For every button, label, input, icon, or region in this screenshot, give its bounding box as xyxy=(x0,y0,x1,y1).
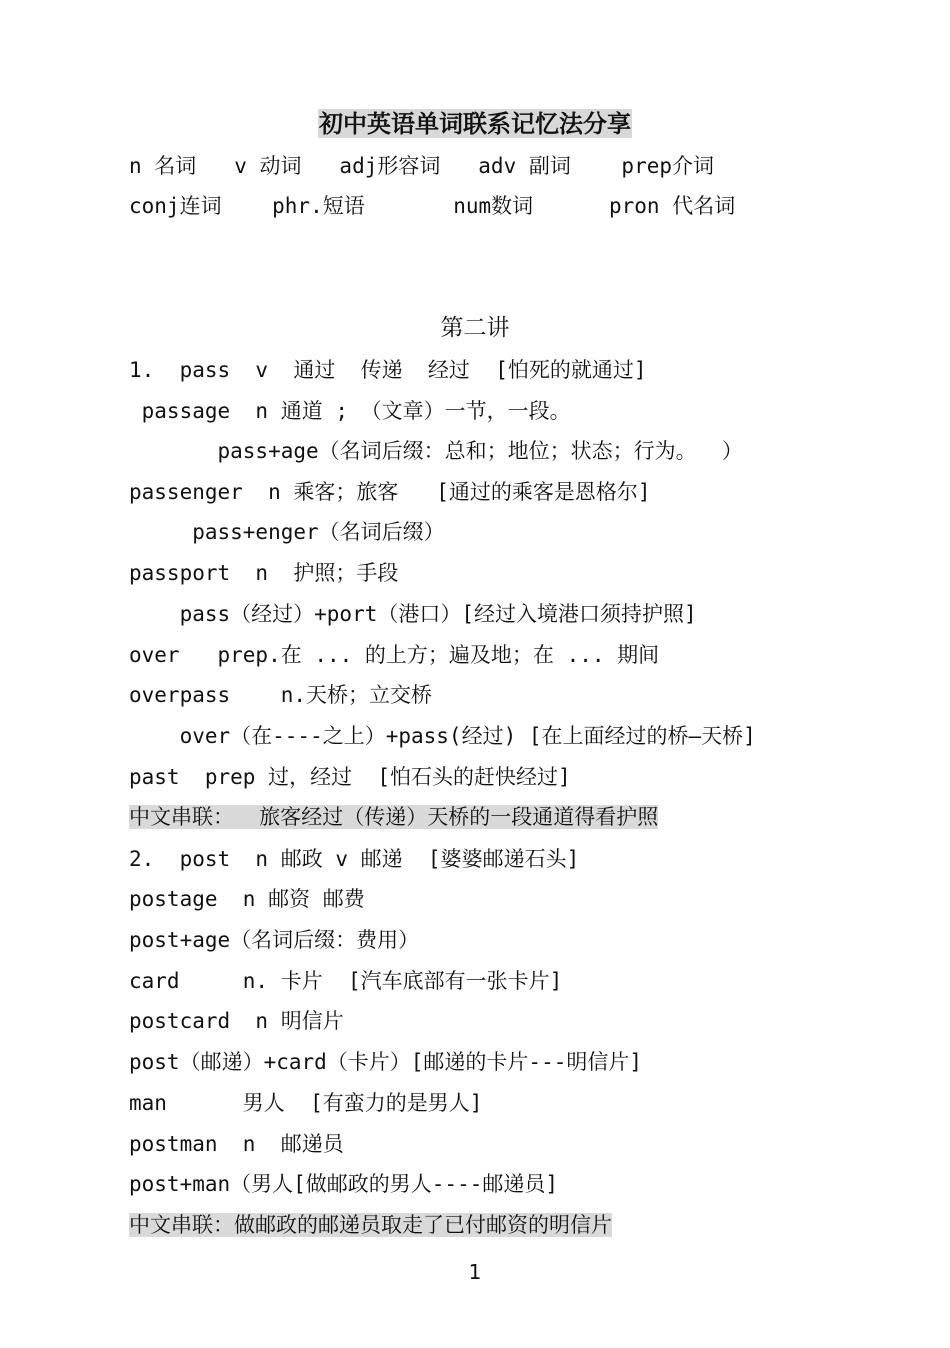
vocab-line: post+man（男人[做邮政的男人----邮递员] xyxy=(129,1172,559,1196)
page-number: 1 xyxy=(468,1260,482,1284)
highlighted-summary: 中文串联： 旅客经过（传递）天桥的一段通道得看护照 xyxy=(129,805,659,829)
vocab-line: post+age（名词后缀：费用） xyxy=(129,928,420,952)
vocab-line: card n. 卡片 [汽车底部有一张卡片] xyxy=(129,969,563,993)
vocab-line: postage n 邮资 邮费 xyxy=(129,887,365,911)
vocab-line: past prep 过，经过 [怕石头的赶快经过] xyxy=(129,765,571,789)
vocab-line: pass+enger（名词后缀） xyxy=(129,520,445,544)
summary-line xyxy=(129,803,658,831)
summary-line xyxy=(129,1211,612,1239)
vocab-line: postman n 邮递员 xyxy=(129,1132,344,1156)
vocab-line: passport n 护照；手段 xyxy=(129,561,399,585)
vocab-line: man 男人 [有蛮力的是男人] xyxy=(129,1091,483,1115)
vocab-line: overpass n.天桥；立交桥 xyxy=(129,683,433,707)
vocab-line: post（邮递）+card（卡片）[邮递的卡片---明信片] xyxy=(129,1050,643,1074)
vocab-line: over（在----之上）+pass(经过) [在上面经过的桥—天桥] xyxy=(129,724,756,748)
vocab-line: pass（经过）+port（港口）[经过入境港口须持护照] xyxy=(129,602,697,626)
vocab-line: 1. pass v 通过 传递 经过 [怕死的就通过] xyxy=(129,358,647,382)
vocab-line: passenger n 乘客；旅客 [通过的乘客是恩格尔] xyxy=(129,480,651,504)
vocab-line: postcard n 明信片 xyxy=(129,1009,344,1033)
title-text: 初中英语单词联系记忆法分享 xyxy=(319,109,631,138)
vocab-line: passage n 通道 ; （文章）一节，一段。 xyxy=(129,399,571,423)
highlighted-summary: 中文串联：做邮政的邮递员取走了已付邮资的明信片 xyxy=(129,1213,612,1237)
vocab-line: 2. post n 邮政 v 邮递 [婆婆邮递石头] xyxy=(129,847,580,871)
document-title xyxy=(0,108,950,140)
vocab-line: over prep.在 ... 的上方；遍及地；在 ... 期间 xyxy=(129,643,660,667)
section-title: 第二讲 xyxy=(440,315,510,341)
pos-legend-line-1: n 名词 v 动词 adj形容词 adv 副词 prep介词 xyxy=(129,154,715,178)
vocab-line: pass+age（名词后缀：总和；地位；状态；行为。 ） xyxy=(129,439,743,463)
pos-legend-line-2: conj连词 phr.短语 num数词 pron 代名词 xyxy=(129,194,736,218)
